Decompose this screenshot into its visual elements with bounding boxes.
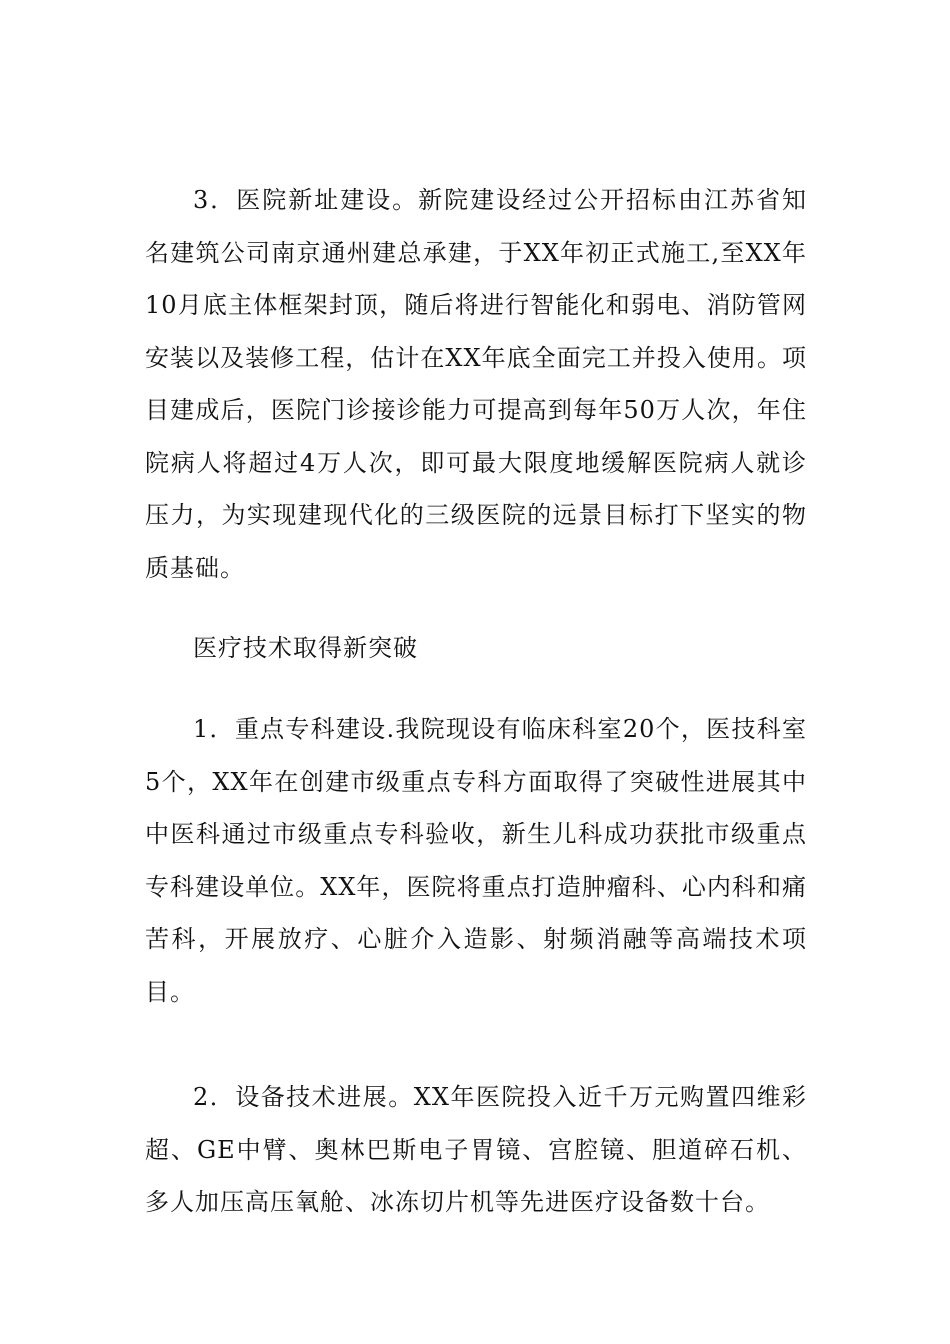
paragraph-hospital-new-site: 3．医院新址建设。新院建设经过公开招标由江苏省知名建筑公司南京通州建总承建，于XX年初正式施工,至XX年10月底主体框架封顶，随后将进行智能化和弱电、消防管网安装以及装修工程，估计在XX年底全面完工并投入使用。项目建成后，医院门诊接诊能力可提高到每年50万人次，年住院病人将超过4万人次，即可最大限度地缓解医院病人就诊压力，为实现建现代化的三级医院的远景目标打下坚实的物质基础。 xyxy=(145,186,807,582)
paragraph-key-specialty: 1．重点专科建设.我院现设有临床科室20个，医技科室5个，XX年在创建市级重点专科方面取得了突破性进展其中中医科通过市级重点专科验收，新生儿科成功获批市级重点专科建设单位。XX年，医院将重点打造肿瘤科、心内科和痛苦科，开展放疗、心脏介入造影、射频消融等高端技术项目。 xyxy=(145,715,807,1006)
section-heading-medical-technology: 医疗技术取得新突破 xyxy=(193,634,418,662)
paragraph-equipment-progress: 2．设备技术进展。XX年医院投入近千万元购置四维彩超、GE中臂、奥林巴斯电子胃镜、宫腔镜、胆道碎石机、多人加压高压氧舱、冰冻切片机等先进医疗设备数十台。 xyxy=(145,1083,807,1216)
